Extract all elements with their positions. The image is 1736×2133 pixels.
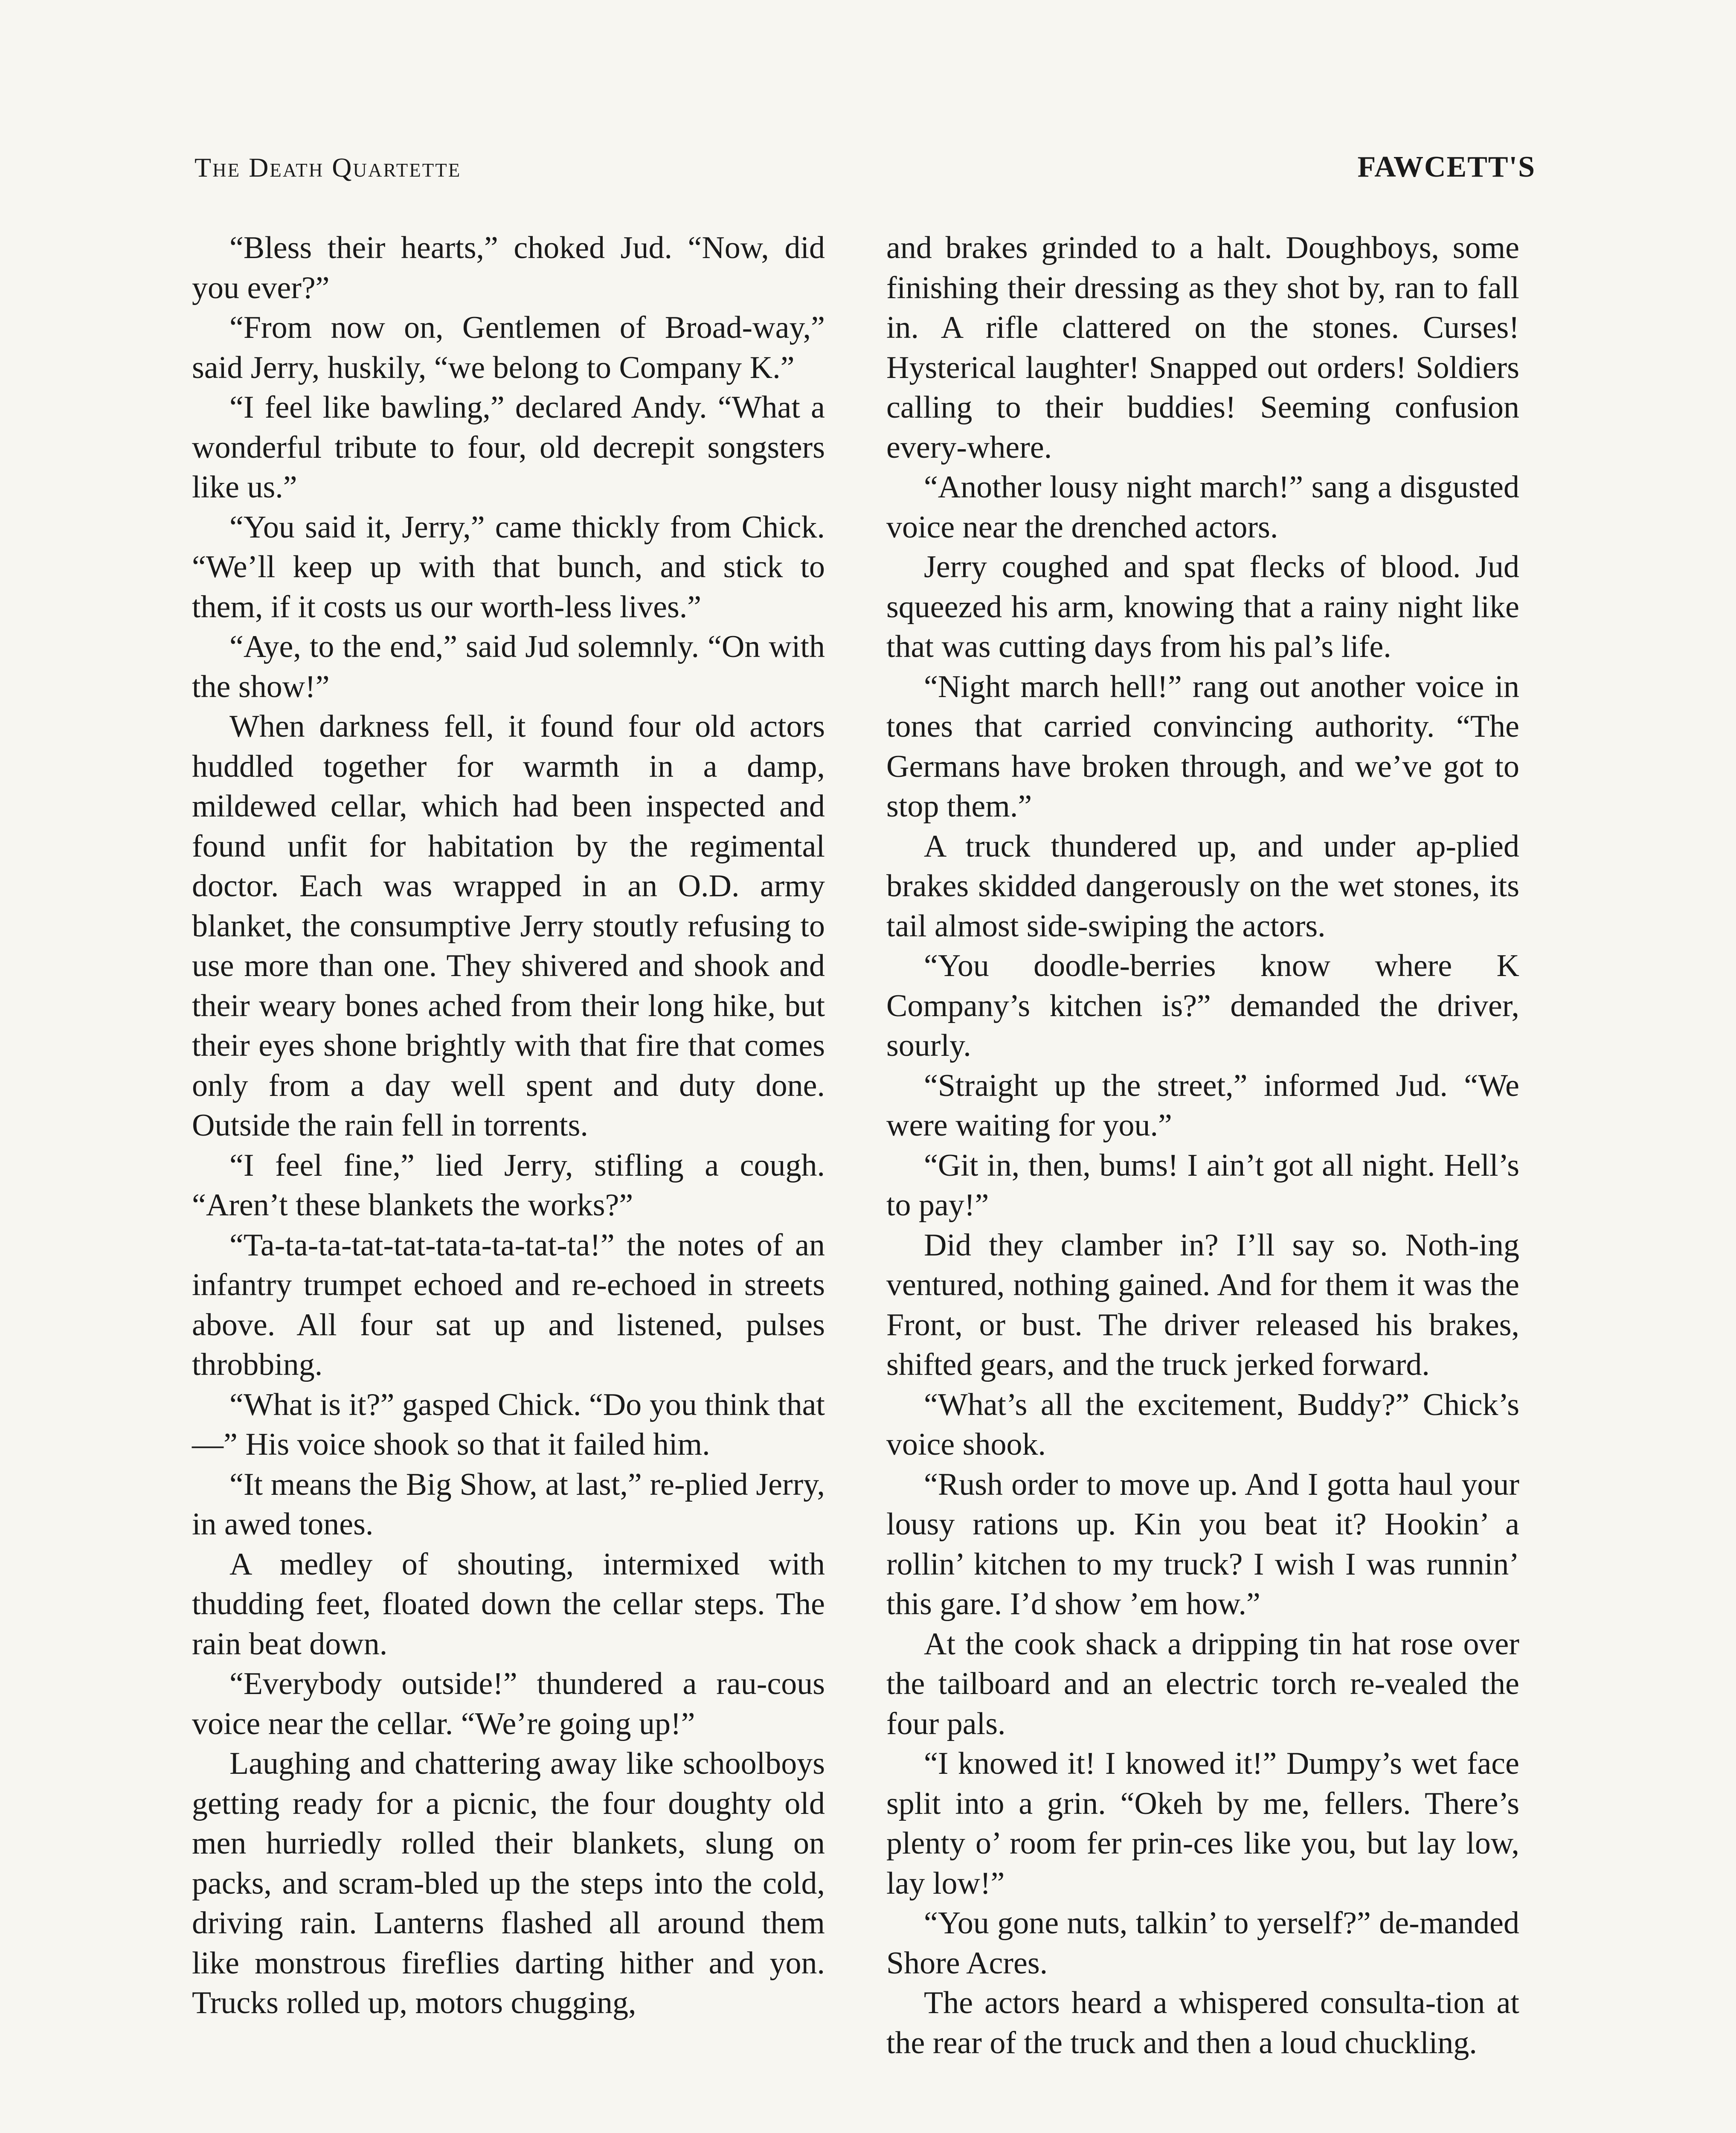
- paragraph: Laughing and chattering away like schoolboys getting ready for a picnic, the four doughty old men hurriedly rolled their blankets, slung on packs, and scram-bled up the steps into the cold, driving rain. Lanterns flashed all around them like monstrous fireflies darting hither and yon. Trucks rolled up, motors chugging,: [192, 1746, 825, 2020]
- paragraph: Did they clamber in? I’ll say so. Noth-ing ventured, nothing gained. And for them it was the Front, or bust. The driver released his brakes, shifted gears, and the truck jerked forward.: [886, 1227, 1519, 1382]
- paragraph: Jerry coughed and spat flecks of blood. Jud squeezed his arm, knowing that a rainy night like that was cutting days from his pal’s life.: [886, 549, 1519, 664]
- paragraph: “Bless their hearts,” choked Jud. “Now, did you ever?”: [192, 230, 825, 305]
- running-title: The Death Quartette: [195, 152, 462, 183]
- left-column: [192, 228, 825, 2023]
- paragraph: “I feel like bawling,” declared Andy. “What a wonderful tribute to four, old decrepit songsters like us.”: [192, 390, 825, 505]
- paragraph: “What is it?” gasped Chick. “Do you think that—” His voice shook so that it failed him.: [192, 1387, 825, 1462]
- paragraph: “I feel fine,” lied Jerry, stifling a cough. “Aren’t these blankets the works?”: [192, 1148, 825, 1223]
- paragraph: “You gone nuts, talkin’ to yerself?” de-manded Shore Acres.: [886, 1906, 1519, 1981]
- paragraph: “Ta-ta-ta-tat-tat-tata-ta-tat-ta!” the notes of an infantry trumpet echoed and re-echoed in streets above. All four sat up and listened, pulses throbbing.: [192, 1227, 825, 1382]
- paragraph: The actors heard a whispered consulta-tion at the rear of the truck and then a loud chuckling.: [886, 1985, 1519, 2060]
- paragraph: “It means the Big Show, at last,” re-plied Jerry, in awed tones.: [192, 1467, 825, 1542]
- paragraph: “You said it, Jerry,” came thickly from Chick. “We’ll keep up with that bunch, and stick to them, if it costs us our worth-less lives.”: [192, 509, 825, 625]
- paragraph: “Straight up the street,” informed Jud. “We were waiting for you.”: [886, 1068, 1519, 1143]
- paragraph: “Another lousy night march!” sang a disgusted voice near the drenched actors.: [886, 470, 1519, 545]
- paragraph: A medley of shouting, intermixed with thudding feet, floated down the cellar steps. The rain beat down.: [192, 1546, 825, 1662]
- paragraph: “I knowed it! I knowed it!” Dumpy’s wet face split into a grin. “Okeh by me, fellers. There’s plenty o’ room fer prin-ces like you, but lay low, lay low!”: [886, 1746, 1519, 1901]
- magazine-name: FAWCETT'S: [1357, 151, 1536, 183]
- paragraph: “Night march hell!” rang out another voice in tones that carried convincing authority. “The Germans have broken through, and we’ve got to stop them.”: [886, 669, 1519, 824]
- right-column: [886, 228, 1519, 2063]
- paragraph: A truck thundered up, and under ap-plied brakes skidded dangerously on the wet stones, its tail almost side-swiping the actors.: [886, 828, 1519, 944]
- paragraph: When darkness fell, it found four old actors huddled together for warmth in a damp, mildewed cellar, which had been inspected and found unfit for habitation by the regimental doctor. Each was wrapped in an O.D. army blanket, the consumptive Jerry stoutly refusing to use more than one. They shivered and shook and their weary bones ached from their long hike, but their eyes shone brightly with that fire that comes only from a day well spent and duty done. Outside the rain fell in torrents.: [192, 709, 825, 1143]
- paragraph: “From now on, Gentlemen of Broad-way,” said Jerry, huskily, “we belong to Company K.”: [192, 310, 825, 385]
- paragraph: “Aye, to the end,” said Jud solemnly. “On with the show!”: [192, 629, 825, 704]
- paragraph: “Rush order to move up. And I gotta haul your lousy rations up. Kin you beat it? Hookin’ a rollin’ kitchen to my truck? I wish I was runnin’ this gare. I’d show ’em how.”: [886, 1467, 1519, 1622]
- paragraph: At the cook shack a dripping tin hat rose over the tailboard and an electric torch re-vealed the four pals.: [886, 1626, 1519, 1741]
- paragraph: “You doodle-berries know where K Company’s kitchen is?” demanded the driver, sourly.: [886, 948, 1519, 1063]
- paragraph: “Git in, then, bums! I ain’t got all night. Hell’s to pay!”: [886, 1148, 1519, 1223]
- paragraph-continued: and brakes grinded to a halt. Doughboys, some finishing their dressing as they shot by, ran to fall in. A rifle clattered on the stones. Curses! Hysterical laughter! Snapped out orders! Soldiers calling to their buddies! Seeming confusion every-where.: [886, 230, 1519, 465]
- paragraph: “Everybody outside!” thundered a rau-cous voice near the cellar. “We’re going up!”: [192, 1666, 825, 1741]
- paragraph: “What’s all the excitement, Buddy?” Chick’s voice shook.: [886, 1387, 1519, 1462]
